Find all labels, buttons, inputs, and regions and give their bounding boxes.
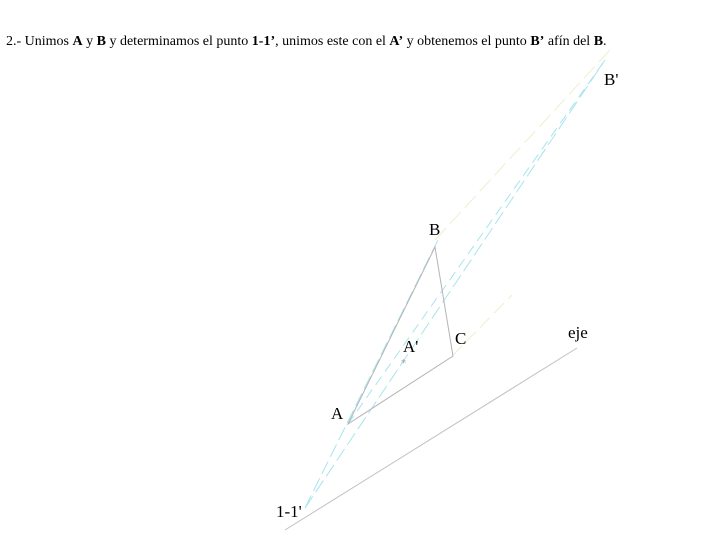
construction-line-A-Aprime [348, 60, 605, 424]
point-marker-a-prime: * [401, 358, 406, 369]
caption-text-1: 2.- Unimos [6, 34, 73, 49]
label-a-prime: A' [403, 337, 419, 356]
caption-point-a-prime: A’ [389, 34, 404, 49]
label-b-prime: B' [604, 70, 619, 89]
axis-line [285, 348, 577, 530]
caption-text-7: . [603, 34, 607, 49]
caption-text-2: y [82, 34, 97, 49]
label-1-1-prime: 1-1' [276, 502, 302, 521]
label-a: A [331, 404, 344, 423]
affinity-direction-B-Bprime [435, 50, 610, 240]
caption-point-1-1: 1-1’ [251, 34, 276, 49]
label-b: B [429, 220, 441, 239]
label-eje: eje [568, 323, 588, 342]
caption-point-b: B [96, 34, 106, 49]
triangle-abc [348, 247, 453, 424]
caption-point-a: A [72, 34, 83, 49]
caption-point-b-2: B [593, 34, 604, 49]
caption-text-3: y determinamos el punto [105, 34, 252, 49]
label-c: C [455, 329, 467, 348]
construction-line-1-A-B [305, 240, 438, 508]
caption-text-4: , unimos este con el [275, 34, 390, 49]
caption-text-5: y obtenemos el punto [403, 34, 531, 49]
caption-text-6: afín del [544, 34, 594, 49]
caption-point-b-prime: B’ [530, 34, 545, 49]
construction-line-1-Aprime-Bprime [305, 60, 605, 508]
